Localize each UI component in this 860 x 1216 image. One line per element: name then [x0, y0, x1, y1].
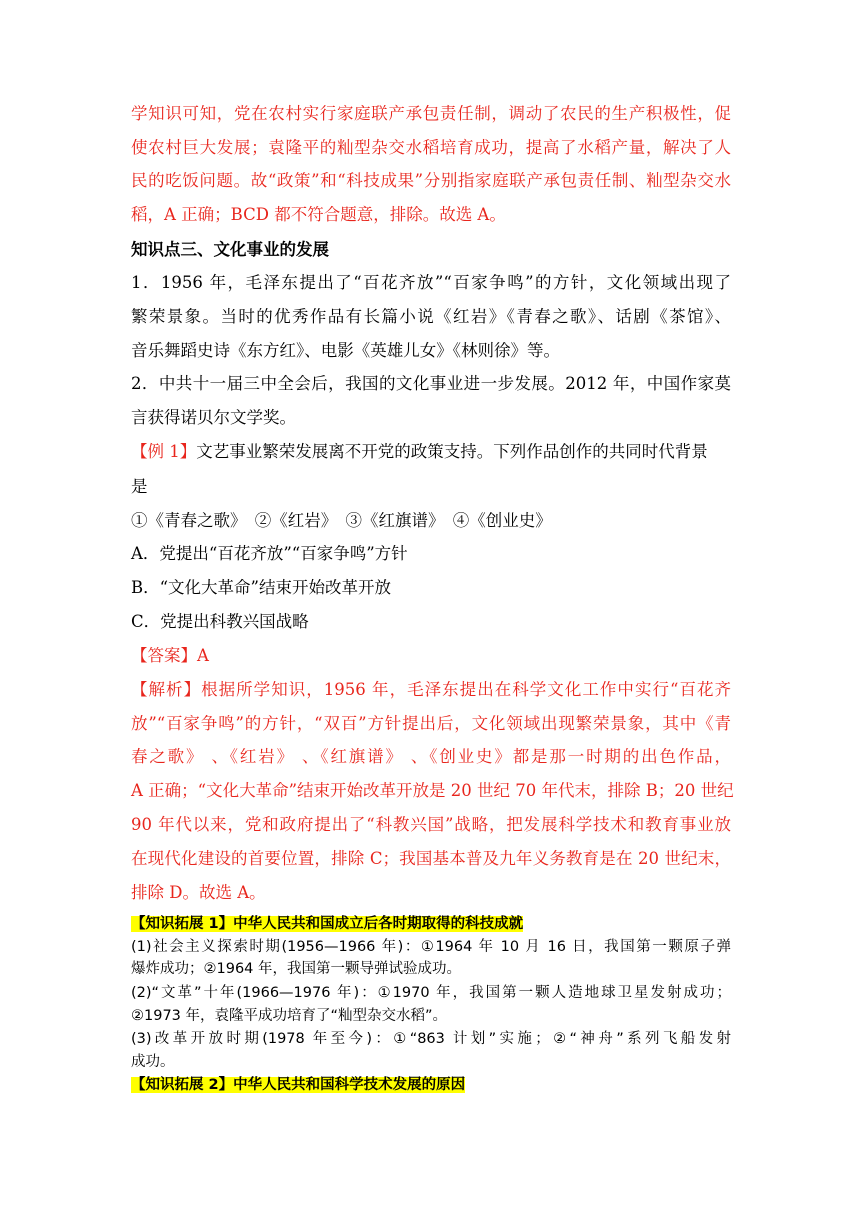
option-b: B．“文化大革命”结束开始改革开放 [131, 578, 391, 597]
analysis-line: 排除 D。故选 A。 [131, 883, 266, 902]
extension1-line: (3)改革开放时期(1978 年至今)：①“863 计划”实施；②“神舟”系列飞船发射 [131, 1031, 731, 1047]
analysis-line: 放”“百家争鸣”的方针，“双百”方针提出后，文化领域出现繁荣景象，其中《青 [131, 714, 731, 733]
analysis-prev-line: 民的吃饭问题。故“政策”和“科技成果”分别指家庭联产承包责任制、籼型杂交水 [131, 171, 731, 190]
extension1-line: 爆炸成功；②1964 年，我国第一颗导弹试验成功。 [131, 961, 462, 977]
extension1-line: (2)“文革”十年(1966—1976 年)：①1970 年，我国第一颗人造地球卫星发射成功； [131, 985, 731, 1001]
section-title: 知识点三、文化事业的发展 [131, 240, 329, 259]
extension2-title-text: 【知识拓展 2】中华人民共和国科学技术发展的原因 [131, 1077, 466, 1093]
analysis-prev-line: 使农村巨大发展；袁隆平的籼型杂交水稻培育成功，提高了水稻产量，解决了人 [131, 138, 731, 157]
answer-value: A [197, 646, 209, 665]
extension1-line: 成功。 [131, 1054, 175, 1070]
analysis-line: 在现代化建设的首要位置，排除 C；我国基本普及九年义务教育是在 20 世纪末， [131, 849, 731, 868]
analysis-line: 90 年代以来，党和政府提出了“科教兴国”战略，把发展科学技术和教育事业放 [131, 815, 731, 834]
analysis-prev-line: 稻，A 正确；BCD 都不符合题意，排除。故选 A。 [131, 205, 506, 224]
analysis-text: 根据所学知识，1956 年，毛泽东提出在科学文化工作中实行“百花齐 [201, 680, 732, 699]
analysis-tag: 【解析】 [131, 680, 202, 699]
analysis-line: A 正确；“文化大革命”结束开始改革开放是 20 世纪 70 年代末，排除 B；20 世纪 [131, 781, 734, 800]
example-question [131, 441, 731, 463]
point2-line: 言获得诺贝尔文学奖。 [131, 408, 296, 427]
point1-line: 音乐舞蹈史诗《东方红》、电影《英雄儿女》《林则徐》等。 [131, 341, 560, 360]
option-a: A．党提出“百花齐放”“百家争鸣”方针 [131, 544, 408, 563]
analysis-first-line [131, 679, 731, 701]
extension1-line: ②1973 年，袁隆平成功培育了“籼型杂交水稻”。 [131, 1008, 448, 1024]
extension1-line: (1)社会主义探索时期(1956—1966 年)：①1964 年 10 月 16 日，我国第一颗原子弹 [131, 939, 731, 955]
extension1-title [131, 914, 731, 934]
example-works: ①《青春之歌》 ②《红岩》 ③《红旗谱》 ④《创业史》 [131, 511, 552, 530]
extension2-title [131, 1075, 731, 1095]
answer-tag: 【答案】 [131, 646, 197, 665]
point2-line: 2．中共十一届三中全会后，我国的文化事业进一步发展。2012 年，中国作家莫 [131, 374, 731, 393]
analysis-line: 春之歌》 、《红岩》 、《红旗谱》 、《创业史》都是那一时期的出色作品， [131, 747, 731, 766]
analysis-prev-line: 学知识可知，党在农村实行家庭联产承包责任制，调动了农民的生产积极性，促 [131, 104, 731, 123]
point1-line: 繁荣景象。当时的优秀作品有长篇小说《红岩》《青春之歌》、话剧《茶馆》、 [131, 307, 731, 326]
extension1-title-text: 【知识拓展 1】中华人民共和国成立后各时期取得的科技成就 [131, 916, 524, 932]
option-c: C．党提出科教兴国战略 [131, 612, 309, 631]
point1-line: 1．1956 年，毛泽东提出了“百花齐放”“百家争鸣”的方针，文化领域出现了 [131, 273, 731, 292]
example-tag: 【例 1】 [131, 442, 197, 461]
example-question-cont: 是 [131, 477, 148, 496]
example-question-text: 文艺事业繁荣发展离不开党的政策支持。下列作品创作的共同时代背景 [196, 442, 708, 461]
answer [131, 645, 731, 667]
